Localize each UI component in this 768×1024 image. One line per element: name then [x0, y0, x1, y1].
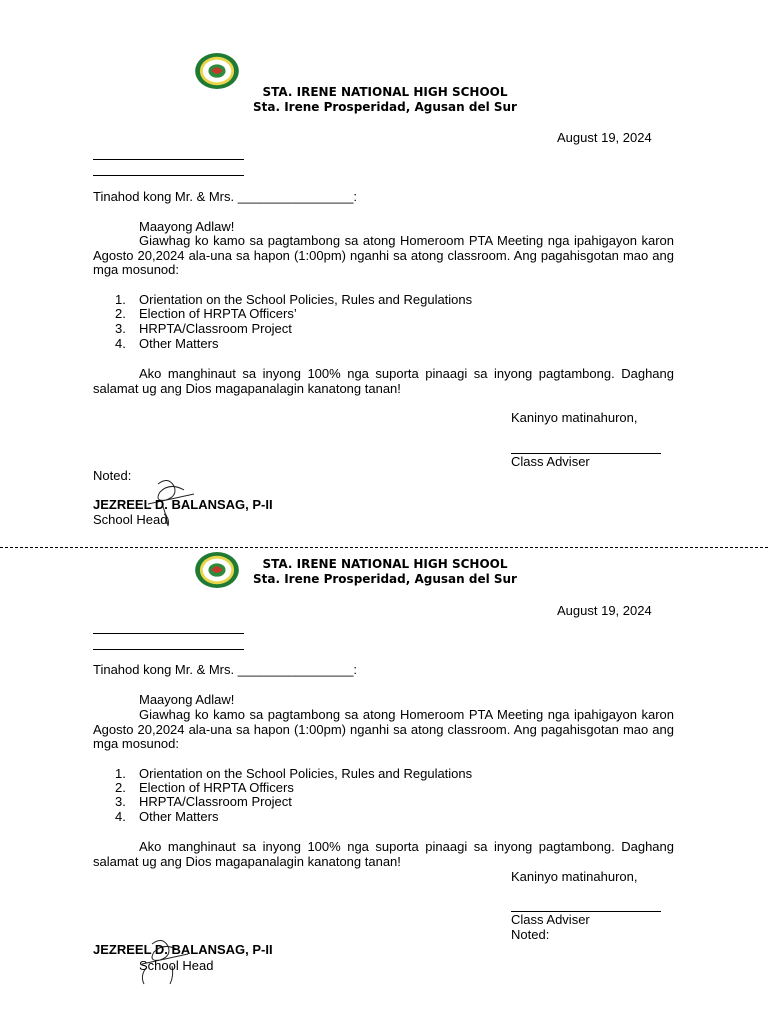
school-header: [235, 557, 535, 587]
letter-date: August 19, 2024: [557, 130, 652, 145]
agenda-item: 4. Other Matters: [115, 809, 219, 824]
salutation: Tinahod kong Mr. & Mrs. ________________:: [93, 662, 358, 677]
agenda-item: 2. Election of HRPTA Officers’: [115, 306, 297, 321]
agenda-item: 4. Other Matters: [115, 336, 219, 351]
school-head-title: School Head: [93, 512, 168, 527]
adviser-title: Class Adviser: [511, 912, 590, 927]
adviser-title: Class Adviser: [511, 454, 590, 469]
school-header: [235, 85, 535, 115]
closing-paragraph: Ako manghinaut sa inyong 100% nga suporta pinaagi sa inyong pagtambong. Daghang salamat ug ang Dios magapanalagin kanatong tanan!: [93, 366, 674, 396]
greeting: Maayong Adlaw!: [139, 692, 235, 707]
school-name: STA. IRENE NATIONAL HIGH SCHOOL: [262, 85, 508, 99]
cut-line: [0, 547, 768, 548]
agenda-item: 3. HRPTA/Classroom Project: [115, 794, 292, 809]
school-head-name: JEZREEL D. BALANSAG, P-II: [93, 942, 273, 957]
letter-body: Giawhag ko kamo sa pagtambong sa atong Homeroom PTA Meeting nga ipahigayon karon Agosto 20,2024 ala-una sa hapon (1:00pm) nganhi sa atong classroom. Ang pagahisgotan mao ang mga mosunod:: [93, 707, 674, 752]
recipient-line-1: [93, 159, 244, 160]
school-seal-icon: [193, 52, 241, 90]
agenda-item: 1. Orientation on the School Policies, Rules and Regulations: [115, 766, 473, 781]
salutation: Tinahod kong Mr. & Mrs. ________________:: [93, 189, 358, 204]
school-head-title: School Head: [139, 958, 214, 973]
greeting: Maayong Adlaw!: [139, 219, 235, 234]
agenda-item: 2. Election of HRPTA Officers: [115, 780, 294, 795]
letter-body: Giawhag ko kamo sa pagtambong sa atong Homeroom PTA Meeting nga ipahigayon karon Agosto 20,2024 ala-una sa hapon (1:00pm) nganhi sa atong classroom. Ang pagahisgotan mao ang mga mosunod:: [93, 233, 674, 278]
agenda-item: 1. Orientation on the School Policies, Rules and Regulations: [115, 292, 473, 307]
noted-label: Noted:: [93, 468, 132, 483]
school-head-name: JEZREEL D. BALANSAG, P-II: [93, 497, 273, 512]
complimentary-close: Kaninyo matinahuron,: [511, 410, 638, 425]
recipient-line-2: [93, 649, 244, 650]
agenda-item: 3. HRPTA/Classroom Project: [115, 321, 292, 336]
letter-date: August 19, 2024: [557, 603, 652, 618]
recipient-line-1: [93, 633, 244, 634]
school-seal-icon: [193, 551, 241, 589]
school-name: STA. IRENE NATIONAL HIGH SCHOOL: [262, 557, 508, 571]
recipient-line-2: [93, 175, 244, 176]
school-address: Sta. Irene Prosperidad, Agusan del Sur: [253, 572, 517, 586]
complimentary-close: Kaninyo matinahuron,: [511, 869, 638, 884]
noted-label: Noted:: [511, 927, 550, 942]
closing-paragraph: Ako manghinaut sa inyong 100% nga suporta pinaagi sa inyong pagtambong. Daghang salamat ug ang Dios magapanalagin kanatong tanan!: [93, 839, 674, 869]
school-address: Sta. Irene Prosperidad, Agusan del Sur: [253, 100, 517, 114]
